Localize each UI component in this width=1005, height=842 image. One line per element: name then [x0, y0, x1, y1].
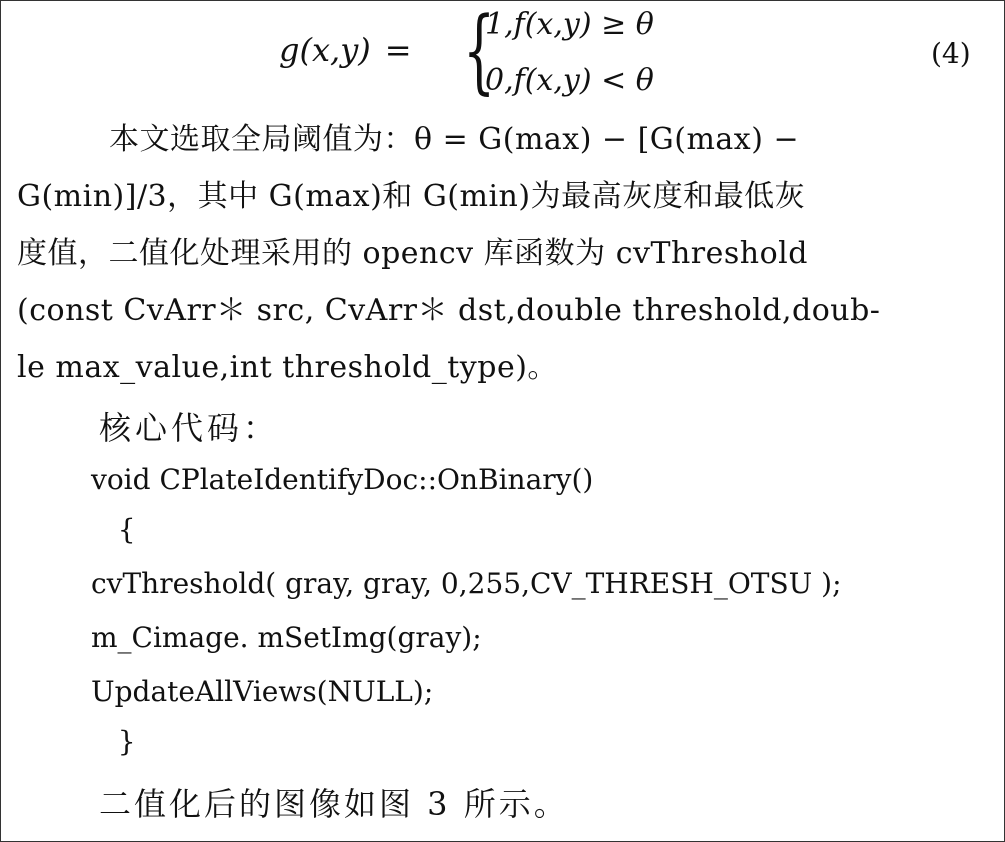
equation-4 [1, 1, 1004, 109]
equation-lhs-expr: g(x,y) [279, 31, 371, 69]
code-line: void CPlateIdentifyDoc::OnBinary() [91, 463, 594, 496]
equation-case-1: 1,f(x,y) ≥ θ [485, 7, 654, 42]
equation-brace: { [463, 0, 496, 104]
code-line: } [91, 725, 136, 758]
paragraph-line: (const CvArr＊ src, CvArr＊ dst,double threshold,doub- [17, 293, 881, 328]
equation-equals: = [384, 31, 412, 69]
code-heading: 核心代码： [99, 409, 280, 447]
closing-sentence: 二值化后的图像如图 3 所示。 [99, 785, 569, 823]
code-line: cvThreshold( gray, gray, 0,255,CV_THRESH_OTSU ); [91, 567, 842, 600]
equation-case-2: 0,f(x,y) < θ [485, 63, 654, 98]
code-line: UpdateAllViews(NULL); [91, 675, 434, 708]
paragraph-line: 度值，二值化处理采用的 opencv 库函数为 cvThreshold [17, 236, 808, 271]
equation-number: (4) [931, 37, 971, 70]
equation-lhs [279, 31, 426, 69]
code-line: m_Cimage. mSetImg(gray); [91, 621, 482, 654]
paragraph-line: le max_value,int threshold_type)。 [17, 350, 558, 385]
code-line: { [91, 513, 136, 546]
paragraph-line: 本文选取全局阈值为：θ = G(max) − [G(max) − [109, 122, 800, 157]
paragraph-line: G(min)]/3，其中 G(max)和 G(min)为最高灰度和最低灰 [17, 179, 806, 214]
